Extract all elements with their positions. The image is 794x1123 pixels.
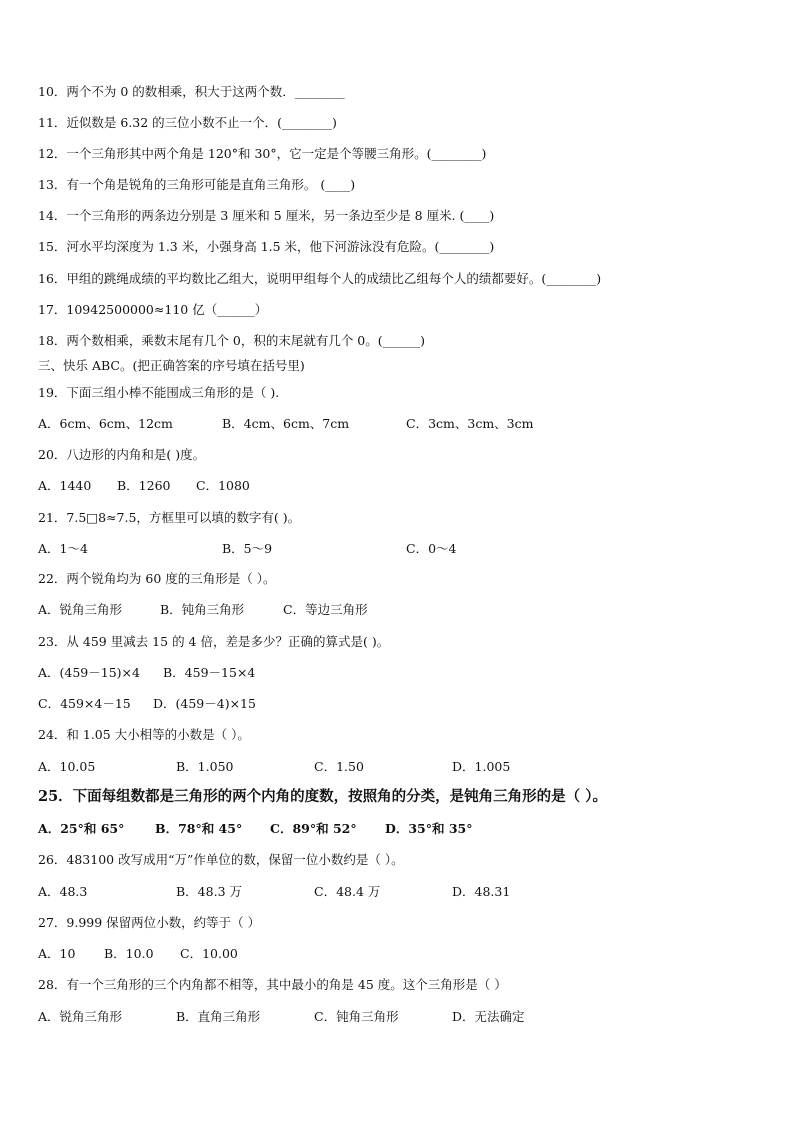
- q24-option-b: B．1.050: [176, 759, 234, 774]
- q21-option-c: C．0～4: [406, 541, 457, 556]
- q28-option-c: C．钝角三角形: [314, 1009, 399, 1024]
- q19-option-c: C．3cm、3cm、3cm: [406, 416, 534, 431]
- q24-option-d: D．1.005: [452, 759, 511, 774]
- question-20: 20．八边形的内角和是( )度。: [38, 447, 206, 462]
- question-11: 11．近似数是 6.32 的三位小数不止一个．(________): [38, 115, 337, 130]
- q27-option-c: C．10.00: [180, 946, 238, 961]
- question-24: 24．和 1.05 大小相等的小数是（ ）。: [38, 727, 250, 742]
- q23-option-d: D．(459－4)×15: [153, 696, 256, 711]
- question-17: 17．10942500000≈110 亿（______）: [38, 302, 268, 317]
- q20-option-a: A．1440: [38, 478, 92, 493]
- q28-option-b: B．直角三角形: [176, 1009, 261, 1024]
- section-heading: 三、快乐 ABC。(把正确答案的序号填在括号里): [38, 358, 305, 373]
- q25-option-d: D．35°和 35°: [385, 821, 473, 836]
- question-26: 26．483100 改写成用“万”作单位的数，保留一位小数约是（ ）。: [38, 852, 404, 867]
- q19-option-a: A．6cm、6cm、12cm: [38, 416, 173, 431]
- q26-option-a: A．48.3: [38, 884, 88, 899]
- q22-option-b: B．钝角三角形: [160, 602, 245, 617]
- q23-option-b: B．459－15×4: [163, 665, 256, 680]
- q28-option-a: A．锐角三角形: [38, 1009, 123, 1024]
- q27-option-b: B．10.0: [104, 946, 154, 961]
- q23-option-a: A．(459－15)×4: [38, 665, 140, 680]
- question-10: 10．两个不为 0 的数相乘，积大于这两个数．________: [38, 84, 345, 99]
- question-21: 21．7.5□8≈7.5，方框里可以填的数字有( )。: [38, 510, 301, 525]
- question-18: 18．两个数相乘，乘数末尾有几个 0，积的末尾就有几个 0。(______): [38, 333, 426, 348]
- q26-option-d: D．48.31: [452, 884, 511, 899]
- question-22: 22．两个锐角均为 60 度的三角形是（ ）。: [38, 571, 276, 586]
- question-14: 14．一个三角形的两条边分别是 3 厘米和 5 厘米，另一条边至少是 8 厘米. (____): [38, 208, 495, 223]
- question-25: 25．下面每组数都是三角形的两个内角的度数，按照角的分类，是钝角三角形的是（ ）。: [38, 788, 607, 805]
- question-13: 13．有一个角是锐角的三角形可能是直角三角形。 (____): [38, 177, 356, 192]
- question-28: 28．有一个三角形的三个内角都不相等，其中最小的角是 45 度。这个三角形是（ ）: [38, 977, 507, 992]
- q19-option-b: B．4cm、6cm、7cm: [222, 416, 350, 431]
- q27-option-a: A．10: [38, 946, 76, 961]
- q25-option-a: A．25°和 65°: [38, 821, 125, 836]
- question-12: 12．一个三角形其中两个角是 120°和 30°，它一定是个等腰三角形。(________): [38, 146, 487, 161]
- q21-option-b: B．5～9: [222, 541, 273, 556]
- q24-option-a: A．10.05: [38, 759, 96, 774]
- q26-option-b: B．48.3 万: [176, 884, 242, 899]
- q23-option-c: C．459×4－15: [38, 696, 131, 711]
- question-15: 15．河水平均深度为 1.3 米，小强身高 1.5 米，他下河游泳没有危险。(________): [38, 239, 495, 254]
- q21-option-a: A．1～4: [38, 541, 88, 556]
- question-27: 27．9.999 保留两位小数，约等于（ ）: [38, 915, 261, 930]
- question-16: 16．甲组的跳绳成绩的平均数比乙组大，说明甲组每个人的成绩比乙组每个人的绩都要好。(________): [38, 271, 602, 286]
- q24-option-c: C．1.50: [314, 759, 364, 774]
- question-23: 23．从 459 里减去 15 的 4 倍，差是多少？正确的算式是( )。: [38, 634, 390, 649]
- q20-option-b: B．1260: [117, 478, 171, 493]
- q22-option-a: A．锐角三角形: [38, 602, 123, 617]
- q25-option-c: C．89°和 52°: [270, 821, 357, 836]
- q22-option-c: C．等边三角形: [283, 602, 368, 617]
- q28-option-d: D．无法确定: [452, 1009, 525, 1024]
- question-19: 19．下面三组小棒不能围成三角形的是（ ).: [38, 385, 280, 400]
- q26-option-c: C．48.4 万: [314, 884, 381, 899]
- q20-option-c: C．1080: [196, 478, 250, 493]
- q25-option-b: B．78°和 45°: [155, 821, 243, 836]
